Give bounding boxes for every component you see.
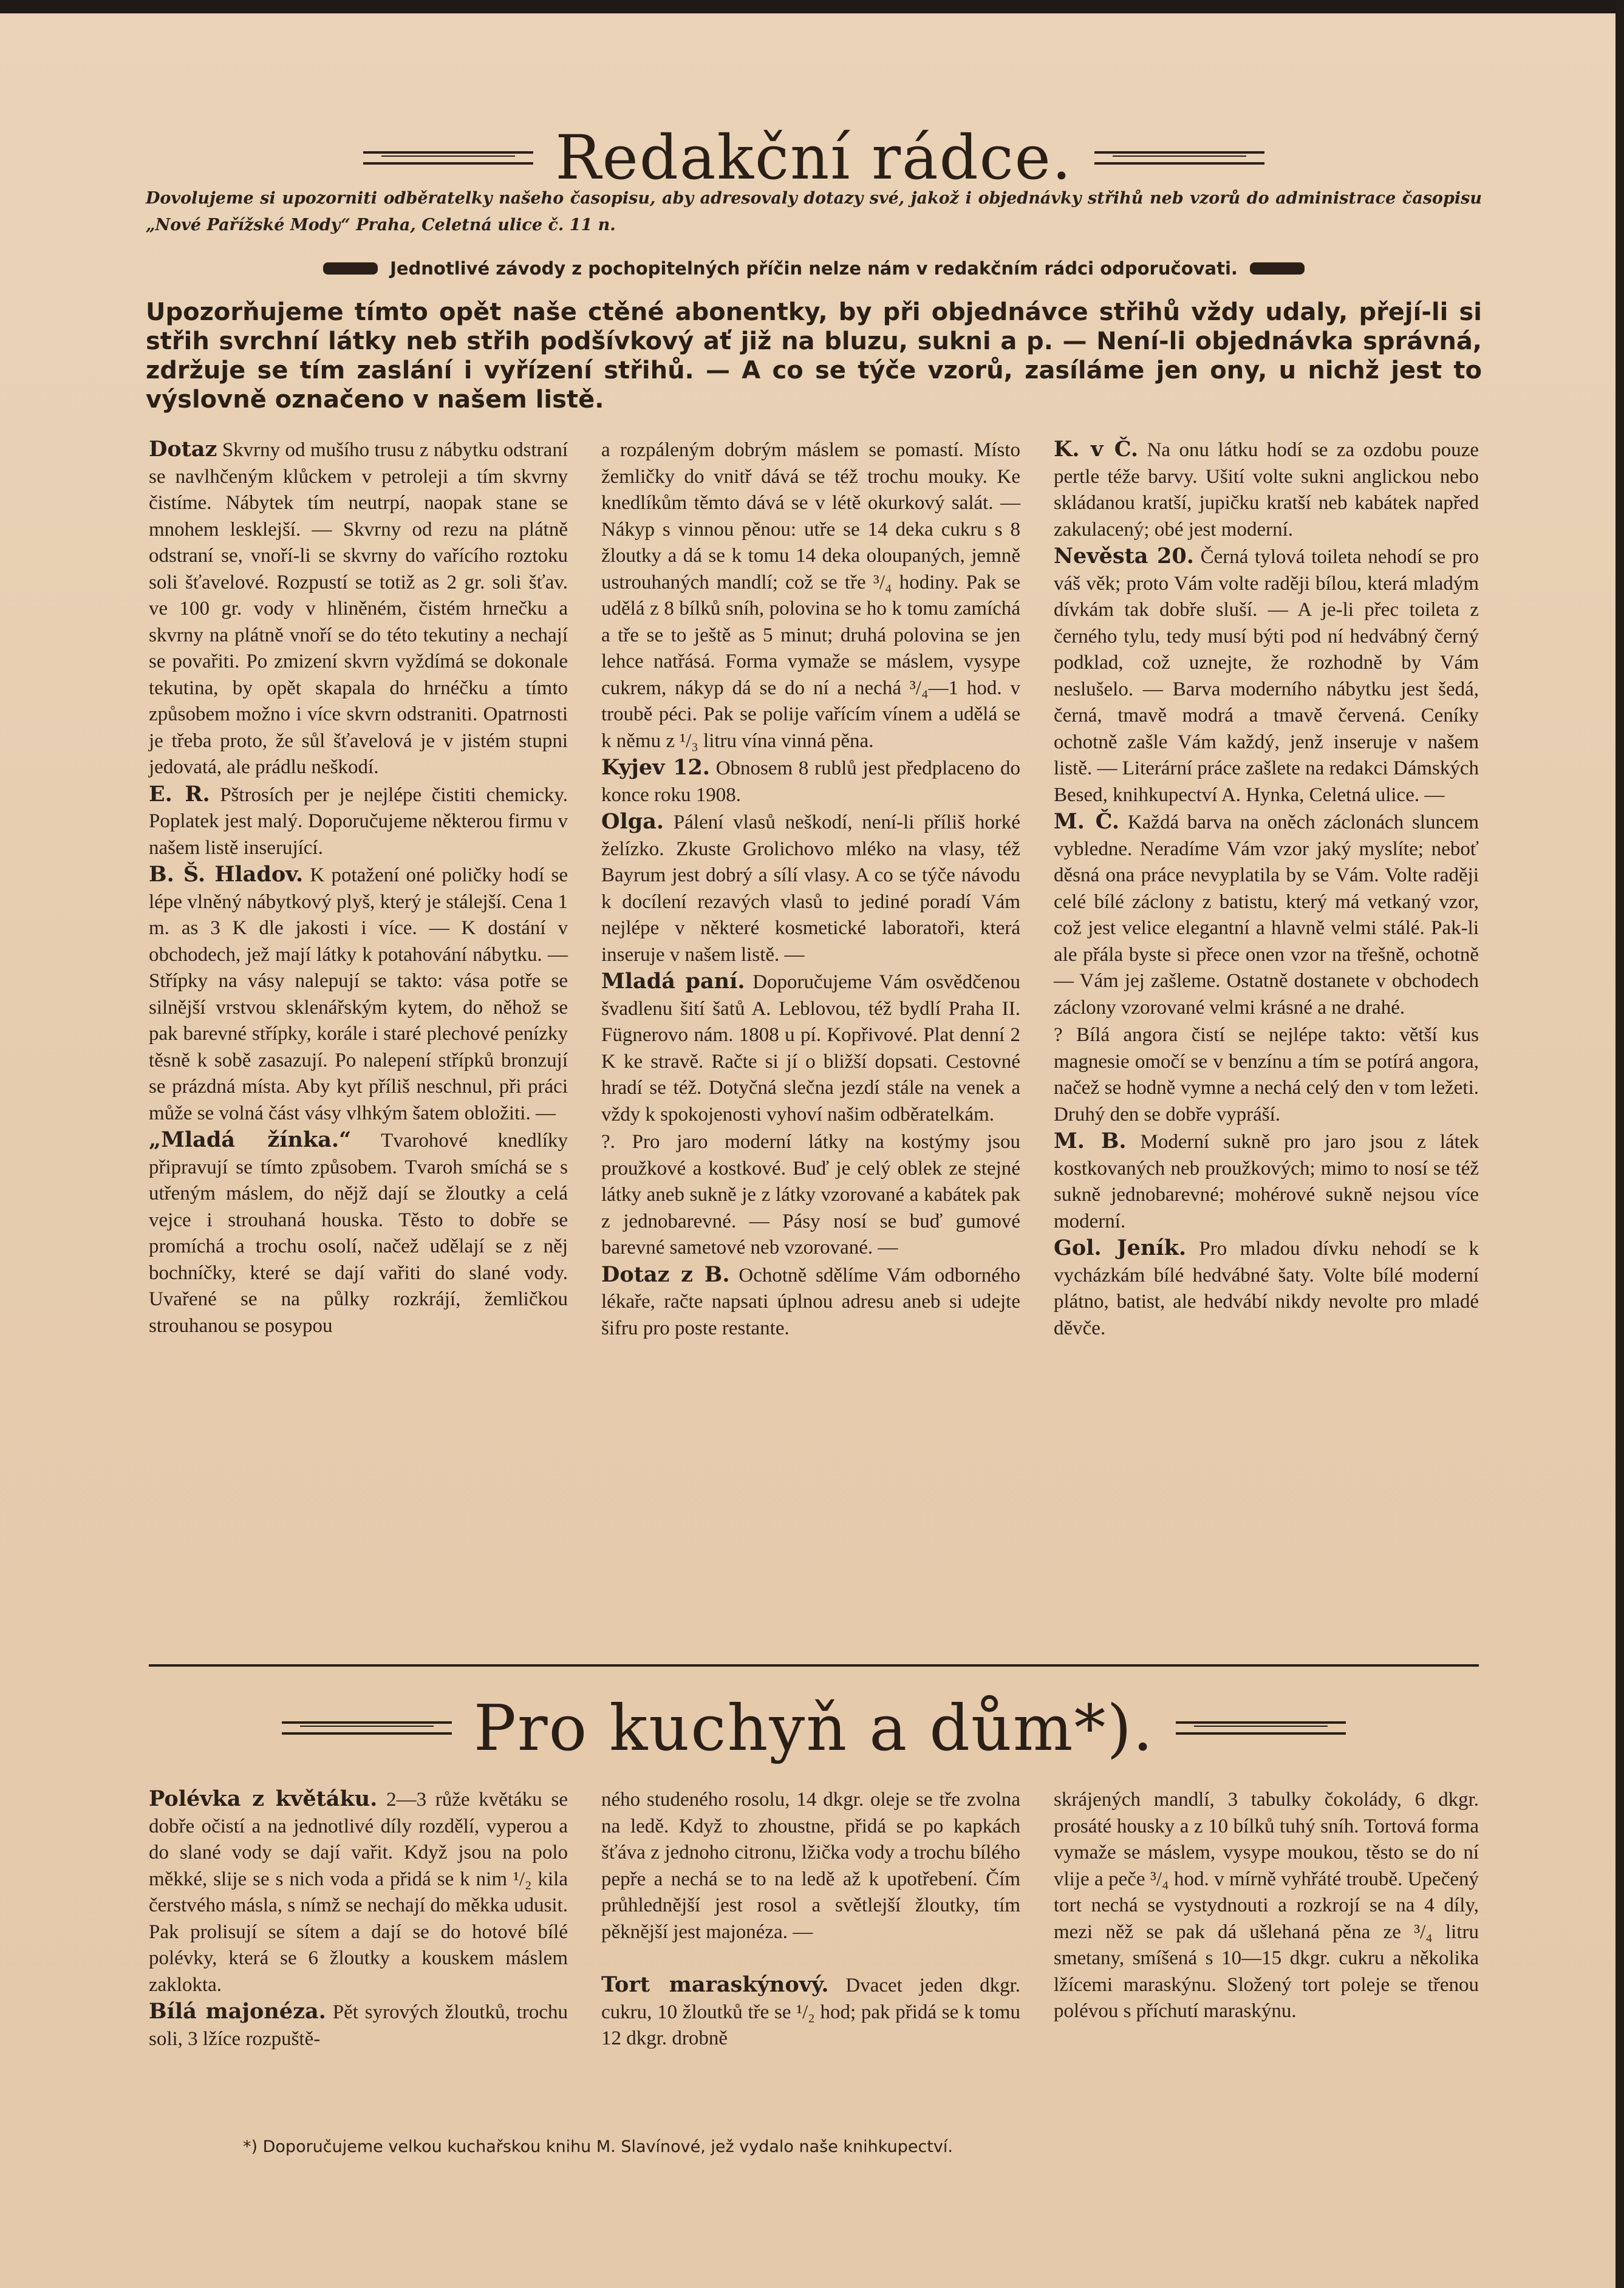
article-item <box>149 436 568 781</box>
item-heading: M. B. <box>1054 1129 1127 1153</box>
lead-paragraph: Upozorňujeme tímto opět naše ctěné abonentky, by při objednávce střihů vždy udaly, přejí-li si střih svrchní látky neb střih podšívkový ať již na bluzu, sukni a p. — Není-li objednávka správná, zdržuje se tím zaslání i vyřízení střihů. — A co se týče vzorů, zasíláme jen ony, u nichž jest to výslovně označeno v našem listě. <box>146 298 1482 414</box>
column-1 <box>149 436 568 1339</box>
article-item <box>601 436 1020 754</box>
recipe-item <box>1054 1786 1479 2025</box>
recipe-column-2 <box>601 1786 1020 2052</box>
item-text: Pštrosích per je nejlépe čistiti chemicky. Poplatek jest malý. Doporučujeme některou firmu v našem listě inserující. <box>149 784 568 859</box>
article-item <box>601 1128 1020 1262</box>
article-item <box>601 968 1020 1128</box>
pointing-hand-icon <box>323 262 378 275</box>
item-text: Pálení vlasů neškodí, není-li příliš horké želízko. Zkuste Grolichovo mléko na vlasy, též Bayrum jest dobrý a sílí vlasy. A co se týče návodu k docílení rezavých vlasů to jediné poradí Vám nejlépe v některé kosmetické laboratoři, která inseruje v našem listě. — <box>601 811 1020 966</box>
pointing-hand-icon <box>1250 262 1305 275</box>
article-item <box>1054 1021 1479 1128</box>
item-text: Skvrny od mušího trusu z nábytku odstraní se navlhčeným klůckem v petroleji a tím skvrny čistíme. Nábytek tím neutrpí, naopak stane se mnohem lesklejší. — Skvrny od rezu na plátně odstraní se, vnoří-li se skvrny do vařícího roztoku soli šťavelové. Rozpustí se totiž as 2 gr. soli šťav. ve 100 gr. vody v hliněném, čistém hrnečku a skvrny na plátně vnoří se do této tekutiny a nechají se povařiti. Po zmizení skvrn vyždímá se dokonale tekutina, by opět skapala do hrnéčku a tímto způsobem možno i více skvrn odstraniti. Opatrnosti je třeba proto, že sůl šťavelová je v jistém stupni jedovatá, ale prádlu neškodí. <box>149 439 568 778</box>
item-heading: Nevěsta 20. <box>1054 544 1194 569</box>
item-text: K potažení oné poličky hodí se lépe vlněný nábytkový plyš, který je stálejší. Cena 1 m. as 3 K dle jakosti i více. — K dostání v obchodech, jež mají látky k potahování nábytku. — Střípky na vásy nalepují se takto: vása potře se silnější vrstvou sklenářským kytem, do něhož se pak barevné střípky, korále i staré plechové penízky těsně k sobě zasazují. Po nalepení střípků bronzují se prázdná místa. Aby kyt příliš neschnul, při práci může se volná část vásy vlhkým šatem obložiti. — <box>149 864 568 1124</box>
item-heading: M. Č. <box>1054 809 1120 834</box>
article-item <box>601 754 1020 808</box>
item-text: Tvarohové knedlíky připravují se tímto způsobem. Tvaroh smíchá se s utřeným máslem, do nějž dají se žloutky a celá vejce i strouhaná houska. Těsto to dobře se promíchá a trochu osolí, načež udělají se z něj bochníčky, které se dají vařiti do slané vody. Uvařené se na půlky rozkrájí, žemličkou strouhanou se posypou <box>149 1130 568 1337</box>
article-item <box>1054 543 1479 808</box>
recipe-text: Dvacet jeden dkgr. cukru, 10 žloutků tře se ¹/₂ hod; pak přidá se k tomu 12 dkgr. drobně <box>601 1975 1020 2049</box>
ornamental-rule-right <box>1094 151 1264 165</box>
item-heading: K. v Č. <box>1054 437 1139 462</box>
item-heading: B. Š. Hladov. <box>149 862 304 887</box>
article-item <box>149 781 568 862</box>
item-heading: „Mladá žínka.“ <box>149 1127 352 1152</box>
recipe-heading: Polévka z květáku. <box>149 1786 378 1811</box>
ornamental-rule-left <box>282 1721 452 1735</box>
item-text: Na onu látku hodí se za ozdobu pouze pertle téže barvy. Ušití volte sukni anglickou nebo skládanou kratší, jupičku kratší neb kabátek napřed zakulacený; obé jest moderní. <box>1054 439 1479 541</box>
recipe-text: skrájených mandlí, 3 tabulky čokolády, 6 dkgr. prosáté housky a z 10 bílků tuhý sníh. Tortová forma vymaže se máslem, vysype moukou, těsto se do ní vlije a peče ³/₄ hod. v mírně vyhřáté troubě. Upečený tort nechá se vystydnouti a rozkrojí se na 4 díly, mezi něž se pak dá ušlehaná pěna ze ³/₄ litru smetany, smíšená s 10—15 dkgr. cukru a několika lžícemi maraskýnu. Složený tort poleje se třenou polévou s příchutí maraskýnu. <box>1054 1789 1479 2022</box>
recipe-item <box>601 1786 1020 1945</box>
item-text: Ochotně sdělíme Vám odborného lékaře, račte napsati úplnou adresu aneb si udejte šifru pro poste restante. <box>601 1264 1020 1339</box>
item-text: Pro mladou dívku nehodí se k vycházkám bílé hedvábné šaty. Volte bílé moderní plátno, batist, ale hedvábí nikdy nevolte pro mladé děvče. <box>1054 1238 1479 1339</box>
item-heading: Olga. <box>601 809 664 834</box>
item-text: ? Bílá angora čistí se nejlépe takto: větší kus magnesie omočí se v benzínu a tím se potírá angora, načež se hodně vymne a nechá celý den v tom ležeti. Druhý den se dobře vypráší. <box>1054 1024 1479 1125</box>
recipe-text: 2—3 růže květáku se dobře očistí a na jednotlivé díly rozdělí, vyperou a do slané vody se dají vařit. Když jsou na polo měkké, slije se s nich voda a přidá se k nim ¹/₂ kila čerstvého másla, s nímž se nechají do měkka udusit. Pak prolisují se sítem a dají se do hotové bílé polévky, která se 6 žloutky a kouskem máslem zaklokta. <box>149 1789 568 1996</box>
spacer <box>601 1945 1020 1972</box>
ornamental-rule-right <box>1176 1721 1346 1735</box>
item-text: Moderní sukně pro jaro jsou z látek kostkovaných neb proužkových; mimo to nosí se též sukně jednobarevné; mohérové sukně nejsou více moderní. <box>1054 1131 1479 1232</box>
recipe-item <box>149 1786 568 1998</box>
article-item <box>149 861 568 1127</box>
notice-bold <box>206 255 1421 282</box>
article-item <box>1054 436 1479 543</box>
footnote: *) Doporučujeme velkou kuchařskou knihu M. Slavínové, jež vydalo naše knihkupectví. <box>243 2137 953 2156</box>
item-text: Černá tylová toileta nehodí se pro váš věk; proto Vám volte raději bílou, která mladým dívkám tak dobře sluší. — A je-li přec toileta z černého tylu, tedy musí býti pod ní hedvábný černý podklad, což uznejte, že rozhodně by Vám neslušelo. — Barva moderního nábytku jest šedá, černá, tmavě modrá a tmavě červená. Ceníky ochotně zašle Vám každý, jenž inseruje v našem listě. — Literární práce zašlete na redakci Dámských Besed, knihkupectví A. Hynka, Celetná ulice. — <box>1054 546 1479 806</box>
section-title: Pro kuchyň a dům*). <box>473 1691 1155 1765</box>
item-text: ?. Pro jaro moderní látky na kostýmy jsou proužkové a kostkové. Buď je celý oblek ze stejné látky aneb sukně je z látky vzorované a kabátek pak z jednobarevné. — Pásy nosí se buď gumové barevné sametové neb vzorované. — <box>601 1131 1020 1258</box>
item-text: a rozpáleným dobrým máslem se pomastí. Místo žemličky do vnitř dává se též trochu mouky. Ke knedlíkům těmto dává se v létě okurkový salát. — Nákyp s vinnou pěnou: utře se 14 deka cukru s 8 žloutky a dá se k tomu 14 deka oloupaných, jemně ustrouhaných mandlí; což se tře ³/₄ hodiny. Pak se udělá z 8 bílků sníh, polovina se ho k tomu zamíchá a tře se to ještě as 5 minut; druhá polovina se jen lehce natřásá. Forma vymaže se máslem, vysype cukrem, nákyp dá se do ní a nechá ³/₄—1 hod. v troubě péci. Pak se polije vařícím vínem a udělá se k němu z ¹/₃ litru vína vinná pěna. <box>601 439 1020 752</box>
article-item <box>1054 1128 1479 1235</box>
item-text: Obnosem 8 rublů jest předplaceno do konce roku 1908. <box>601 757 1021 806</box>
section-divider <box>149 1664 1479 1667</box>
recipe-heading: Bílá majonéza. <box>149 1999 326 2024</box>
item-heading: Mladá paní. <box>601 969 745 994</box>
recipe-text: ného studeného rosolu, 14 dkgr. oleje se tře zvolna na ledě. Když to zhoustne, přidá se po kapkách šťáva z jednoho citronu, lžička vody a trochu bílého pepře a nechá se to na ledě až k upotřebení. Čím průhlednější jest rosol a světlejší žloutky, tím pěknější jest majonéza. — <box>601 1789 1020 1943</box>
section-heading-redakcni-radce <box>146 121 1482 194</box>
item-heading: Dotaz <box>149 437 217 462</box>
item-heading: E. R. <box>149 781 210 807</box>
item-text: Doporučujeme Vám osvědčenou švadlenu šití šatů A. Leblovou, též bydlí Praha II. Fügnerovo nám. 1808 u pí. Kopřivové. Plat denní 2 K ke stravě. Račte si jí o bližší dopsati. Cestovné hradí se též. Dotyčná slečna jezdí stále na venek a vždy k spokojenosti vyhoví našim odběratelkám. <box>601 971 1020 1125</box>
ornamental-rule-left <box>363 151 533 165</box>
recipe-item <box>601 1972 1020 2052</box>
recipe-item <box>149 1998 568 2052</box>
recipe-column-3 <box>1054 1786 1479 2025</box>
article-item <box>601 1262 1020 1342</box>
section-heading-pro-kuchyn-a-dum <box>146 1685 1482 1771</box>
item-heading: Gol. Jeník. <box>1054 1235 1187 1260</box>
right-border <box>1615 0 1624 2288</box>
notice-bold-text: Jednotlivé závody z pochopitelných příčin nelze nám v redakčním rádci odporučovati. <box>390 258 1238 279</box>
item-heading: Kyjev 12. <box>601 755 710 780</box>
article-item <box>601 808 1020 968</box>
recipe-heading: Tort maraskýnový. <box>601 1972 829 1997</box>
column-2 <box>601 436 1020 1342</box>
article-item <box>1054 1235 1479 1342</box>
page-title: Redakční rádce. <box>555 122 1073 193</box>
item-heading: Dotaz z B. <box>601 1262 730 1287</box>
recipe-column-1 <box>149 1786 568 2052</box>
article-item <box>1054 808 1479 1021</box>
item-text: Každá barva na oněch záclonách sluncem vybledne. Neradíme Vám vzor jaký myslíte; neboť děsná ona práce nevyplatila by se Vám. Volte raději celé bílé záclony z batistu, který má vetkaný vzor, což jest velice elegantní a hlavně velmi stálé. Pak-li ale přála byste si přece onen vzor na třešně, ochotně — Vám jej zašleme. Ostatně dostanete v obchodech záclony vzorované velmi krásné a ne drahé. <box>1054 811 1479 1019</box>
top-border <box>0 0 1624 13</box>
recipe-text: Pět syrových žloutků, trochu soli, 3 lžíce rozpuště- <box>149 2001 568 2050</box>
column-3 <box>1054 436 1479 1342</box>
notice-italic: Dovolujeme si upozorniti odběratelky našeho časopisu, aby adresovaly dotazy své, jakož i objednávky střihů neb vzorů do administrace časopisu „Nové Pařížské Mody“ Praha, Celetná ulice č. 11 n. <box>146 189 1482 234</box>
article-item <box>149 1127 568 1339</box>
